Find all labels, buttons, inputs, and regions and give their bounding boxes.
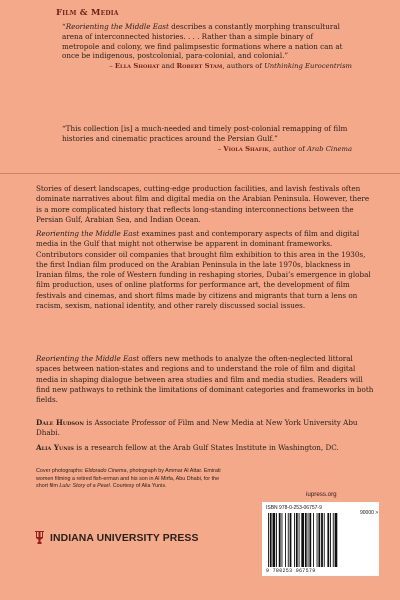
- price-code: 90000 >: [360, 510, 379, 516]
- barcode-bar: [330, 513, 331, 567]
- barcode-bar: [282, 513, 283, 567]
- barcode-bar: [270, 513, 272, 567]
- isbn-label: ISBN 978-0-253-06757-9: [266, 505, 322, 511]
- editor-bio-1: Dale Hudson is Associate Professor of Film and New Media at New York University Abu Dhabi.: [36, 418, 358, 438]
- iu-trident-icon: [34, 531, 45, 545]
- barcode-bar: [305, 513, 307, 567]
- publisher-website: iupress.org: [306, 491, 337, 498]
- editor-bio-2: Alia Yunis is a research fellow at the Arab Gulf States Institute in Washington, DC.: [36, 443, 339, 452]
- barcode-bar: [324, 513, 325, 567]
- barcode-bar: [333, 513, 334, 567]
- barcode-bar: [335, 513, 338, 567]
- barcode-bar: [318, 513, 320, 567]
- barcode-bar: [313, 513, 314, 567]
- quote-work: Unthinking Eurocentrism: [264, 62, 352, 71]
- barcode-bar: [290, 513, 292, 567]
- barcode-bar: [276, 513, 277, 567]
- barcode-bar: [317, 513, 318, 567]
- quote-work: Arab Cinema: [307, 144, 352, 153]
- book-title: Reorienting the Middle East: [36, 354, 140, 363]
- quote-attribution: – Viola Shafik, author of Arab Cinema: [217, 144, 352, 153]
- endorsement-quote-2: [62, 124, 352, 154]
- editor-name: Alia Yunis: [36, 443, 74, 452]
- quote-author-2: Robert Stam: [176, 62, 223, 71]
- barcode-bar: [301, 513, 304, 567]
- quote-body: “Reorienting the Middle East describes a constantly morphing transcultural arena of interconnected histories. . . . Rather than a simple binary of metropole and colony, we find palimpsestic formations where a nation can at once be indigenous, postcolonial, para-colonial, and colonial.”: [62, 22, 343, 61]
- description-paragraph-2: Reorienting the Middle East examines past and contemporary aspects of film and digital media in the Gulf that might not otherwise be apparent in dominant frameworks. Contributors consider oil companies that brought film exhibition to this area in the 1930s, the first Indian film produced on the Arabian Peninsula in the late 1970s, blackness in Iranian films, the role of Western funding in reshaping stories, Dubai’s emergence in global film production, uses of online platforms for performance art, the development of film festivals and cinemas, and short films made by citizens and migrants that turn a lens on racism, sexism, national identity, and other rarely discussed social issues.: [36, 229, 371, 311]
- barcode-bar: [288, 513, 289, 567]
- isbn-barcode: [262, 502, 379, 576]
- description-paragraph-3: Reorienting the Middle East offers new methods to analyze the often-neglected littoral spaces between nation-states and regions and to understand the role of film and digital media in shaping dialogue between area studies and film and media studies. Readers will find new pathways to rethink the limitations of dominant categories and frameworks in both fields.: [36, 354, 374, 405]
- category-label: Film & Media: [56, 8, 119, 18]
- editor-name: Dale Hudson: [36, 418, 84, 427]
- barcode-bar: [321, 513, 323, 567]
- barcode-bar: [294, 513, 295, 567]
- cover-credits: Cover photographs: Eldorado Cinema, photograph by Ammar Al Attar. Emirati women filming a retired fish-erman and his son in Al Mirfa, Abu Dhabi, for the short film Lulu: Story of a Pearl. Courtesy of Alia Yunis.: [36, 468, 221, 490]
- quote-body: “This collection [is] a much-needed and timely post-colonial remapping of film histories and cinematic practices around the Persian Gulf.”: [62, 124, 348, 143]
- book-title: Reorienting the Middle East: [36, 229, 140, 238]
- quote-author: Viola Shafik: [223, 144, 269, 153]
- barcode-bar: [299, 513, 300, 567]
- quote-attribution: – Ella Shohat and Robert Stam, authors of Unthinking Eurocentrism: [109, 62, 352, 71]
- endorsement-quote-1: [62, 22, 352, 72]
- quote-author: Ella Shohat: [114, 62, 160, 71]
- barcode-bar: [268, 513, 269, 567]
- barcode-bar: [285, 513, 286, 567]
- book-title: Reorienting the Middle East: [65, 22, 169, 31]
- barcode-bar: [308, 513, 309, 567]
- description-paragraph-1: Stories of desert landscapes, cutting-edge production facilities, and lavish festivals often dominate narratives about film and digital media on the Arabian Peninsula. However, there is a more complicated history that reflects long-standing interconnections between the Persian Gulf, Arabian Sea, and Indian Ocean.: [36, 184, 370, 224]
- barcode-bar: [327, 513, 329, 567]
- barcode-bars: [266, 513, 376, 567]
- barcode-bar: [279, 513, 281, 567]
- publisher-logo: [34, 531, 198, 545]
- barcode-digits: 9 780253 067579: [266, 568, 316, 574]
- barcode-bar: [273, 513, 276, 567]
- publisher-name: INDIANA UNIVERSITY PRESS: [50, 532, 199, 544]
- barcode-bar: [309, 513, 311, 567]
- barcode-bar: [296, 513, 298, 567]
- divider: [0, 173, 400, 174]
